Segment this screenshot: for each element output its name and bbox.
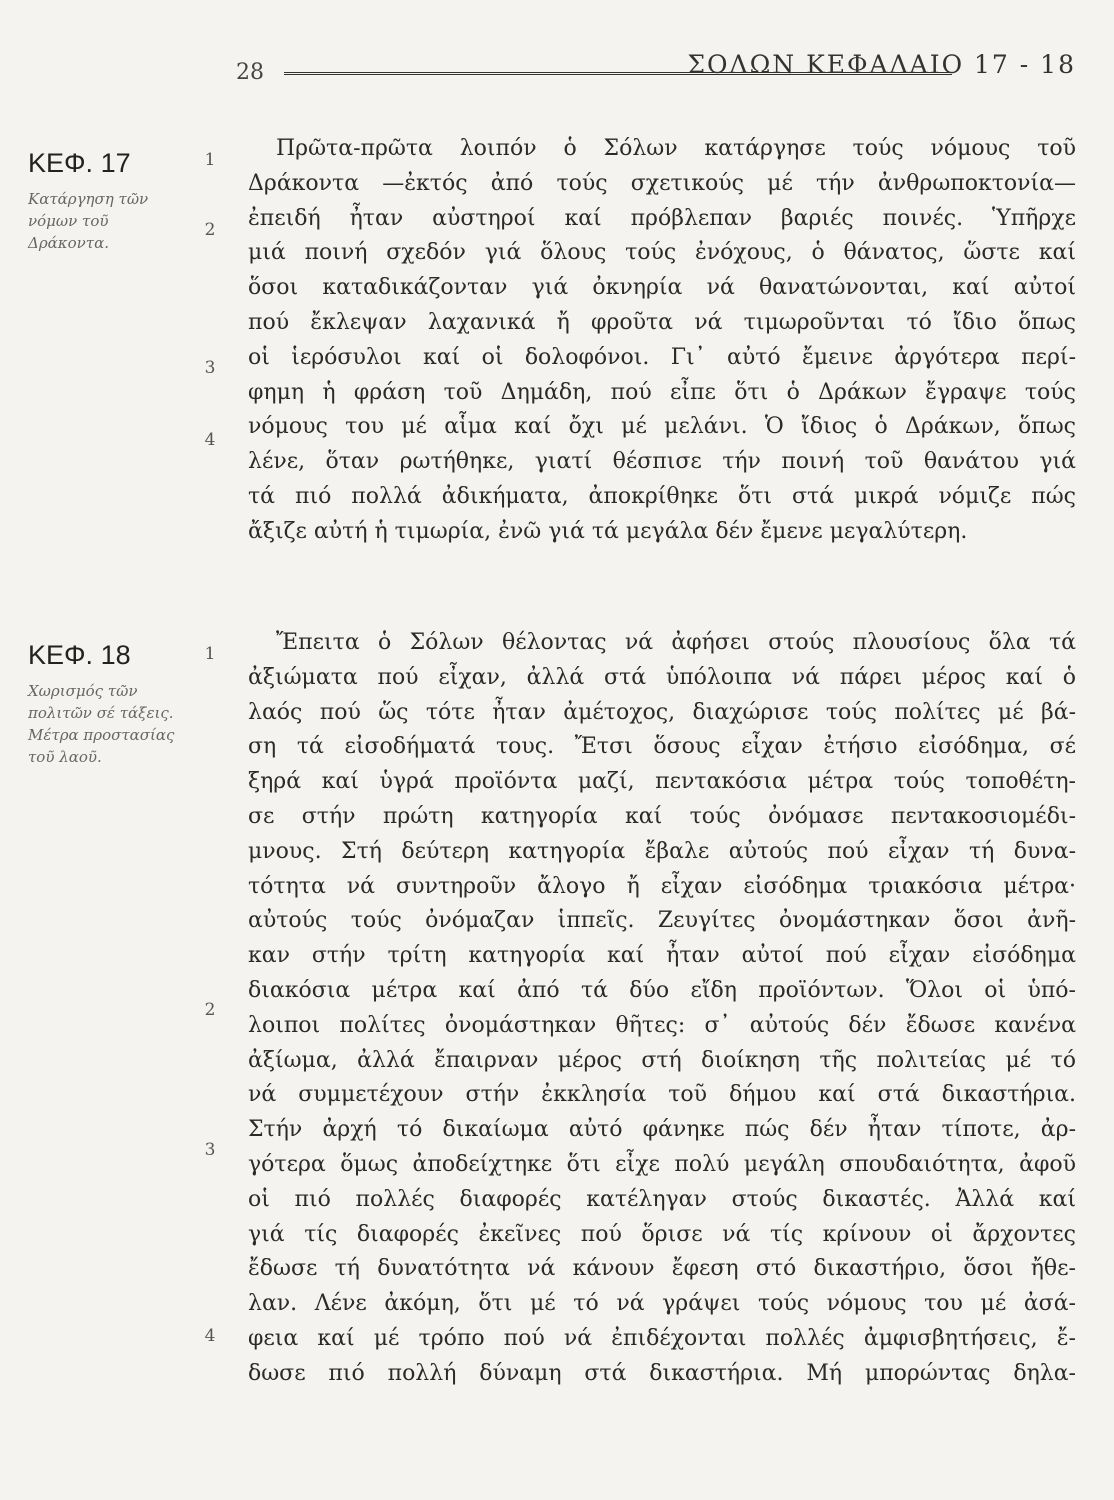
chapter-18-title: ΚΕΦ. 18	[28, 640, 131, 670]
text-line: ἐπειδή ἦταν αὐστηροί καί πρόβλεπαν βαριές ποινές. Ὑπῆρχε	[248, 205, 1076, 231]
text-line: λένε, ὅταν ρωτήθηκε, γιατί θέσπισε τήν ποινή τοῦ θανάτου γιά	[248, 449, 1076, 475]
page-header	[236, 50, 1076, 90]
text-line: Πρῶτα-πρῶτα λοιπόν ὁ Σόλων κατάργησε τούς νόμους τοῦ	[276, 136, 1076, 161]
text-line: πού ἔκλεψαν λαχανικά ἤ φροῦτα νά τιμωροῦνται τό ἴδιο ὅπως	[248, 309, 1076, 335]
chapter-17-text	[248, 132, 1076, 550]
text-line: δωσε πιό πολλή δύναμη στά δικαστήρια. Μή μπορώντας δηλα-	[248, 1360, 1076, 1386]
text-line: ἀξίωμα, ἀλλά ἔπαιρναν μέρος στή διοίκηση τῆς πολιτείας μέ τό	[248, 1047, 1076, 1073]
text-line: ἔδωσε τή δυνατότητα νά κάνουν ἔφεση στό δικαστήριο, ὅσοι ἤθε-	[248, 1256, 1076, 1282]
text-line: διακόσια μέτρα καί ἀπό τά δύο εἴδη προϊόντων. Ὅλοι οἱ ὑπό-	[248, 977, 1076, 1003]
ch17-marker-2: 2	[204, 220, 216, 240]
page-number: 28	[236, 60, 264, 85]
text-line: λοιποι πολίτες ὀνομάστηκαν θῆτες: σ᾽ αὐτούς δέν ἔδωσε κανένα	[248, 1012, 1076, 1038]
text-line: οἱ πιό πολλές διαφορές κατέληγαν στούς δικαστές. Ἀλλά καί	[248, 1186, 1076, 1212]
text-line: ση τά εἰσοδήματά τους. Ἔτσι ὅσους εἶχαν ἐτήσιο εἰσόδημα, σέ	[248, 734, 1076, 760]
text-line: νόμους του μέ αἷμα καί ὄχι μέ μελάνι. Ὁ ἴδιος ὁ Δράκων, ὅπως	[248, 414, 1076, 440]
text-line: ὅσοι καταδικάζονταν γιά ὀκνηρία νά θανατώνονται, καί αὐτοί	[248, 275, 1076, 301]
text-line: γιά τίς διαφορές ἐκεῖνες πού ὅρισε νά τίς κρίνουν οἱ ἄρχοντες	[248, 1221, 1076, 1247]
text-line: ἄξιζε αὐτή ἡ τιμωρία, ἐνῶ γιά τά μεγάλα δέν ἔμενε μεγαλύτερη.	[248, 518, 968, 544]
text-line: μιά ποινή σχεδόν γιά ὅλους τούς ἐνόχους, ὁ θάνατος, ὥστε καί	[248, 240, 1076, 266]
text-line: ξηρά καί ὑγρά προϊόντα μαζί, πεντακόσια μέτρα τούς τοποθέτη-	[248, 769, 1076, 795]
text-line: φημη ἡ φράση τοῦ Δημάδη, πού εἶπε ὅτι ὁ Δράκων ἔγραψε τούς	[248, 379, 1076, 405]
ch18-marker-2: 2	[204, 1000, 216, 1020]
chapter-18-text	[248, 626, 1076, 1392]
ch18-marker-4: 4	[204, 1326, 216, 1346]
ch17-marker-1: 1	[204, 150, 216, 170]
text-line: ἀξιώματα πού εἶχαν, ἀλλά στά ὑπόλοιπα νά πάρει μέρος καί ὁ	[248, 664, 1076, 690]
running-title: ΣΟΛΩΝ ΚΕΦΑΛΑΙΟ 17 - 18	[687, 50, 1076, 79]
text-line: λαν. Λένε ἀκόμη, ὅτι μέ τό νά γράψει τούς νόμους του μέ ἀσά-	[248, 1291, 1076, 1317]
text-line: Στήν ἀρχή τό δικαίωμα αὐτό φάνηκε πώς δέν ἦταν τίποτε, ἀρ-	[248, 1117, 1076, 1143]
ch18-marker-1: 1	[204, 644, 216, 664]
text-line: νά συμμετέχουν στήν ἐκκλησία τοῦ δήμου καί στά δικαστήρια.	[248, 1082, 1076, 1108]
ch18-marker-3: 3	[204, 1140, 216, 1160]
text-line: οἱ ἱερόσυλοι καί οἱ δολοφόνοι. Γι᾽ αὐτό ἔμεινε ἀργότερα περί-	[248, 344, 1076, 370]
chapter-18-note: Χωρισμός τῶν πολιτῶν σέ τάξεις. Μέτρα προστασίας τοῦ λαοῦ.	[28, 682, 175, 766]
text-line: τά πιό πολλά ἀδικήματα, ἀποκρίθηκε ὅτι στά μικρά νόμιζε πώς	[248, 483, 1076, 509]
text-line: λαός πού ὥς τότε ἦταν ἀμέτοχος, διαχώρισε τούς πολίτες μέ βά-	[248, 699, 1076, 725]
ch17-marker-4: 4	[204, 430, 216, 450]
text-line: γότερα ὅμως ἀποδείχτηκε ὅτι εἶχε πολύ μεγάλη σπουδαιότητα, ἀφοῦ	[248, 1151, 1076, 1177]
text-line: αὐτούς τούς ὀνόμαζαν ἱππεῖς. Ζευγίτες ὀνομάστηκαν ὅσοι ἀνῆ-	[248, 908, 1076, 934]
text-line: Δράκοντα —ἐκτός ἀπό τούς σχετικούς μέ τήν ἀνθρωποκτονία—	[248, 170, 1076, 196]
chapter-17-title: ΚΕΦ. 17	[28, 148, 131, 178]
chapter-17-note: Κατάργηση τῶν νόμων τοῦ Δράκοντα.	[28, 190, 149, 252]
text-line: καν στήν τρίτη κατηγορία καί ἦταν αὐτοί πού εἶχαν εἰσόδημα	[248, 943, 1076, 969]
text-line: τότητα νά συντηροῦν ἄλογο ἤ εἶχαν εἰσόδημα τριακόσια μέτρα·	[248, 873, 1076, 899]
text-line: σε στήν πρώτη κατηγορία καί τούς ὀνόμασε πεντακοσιομέδι-	[248, 803, 1076, 829]
text-line: φεια καί μέ τρόπο πού νά ἐπιδέχονται πολλές ἀμφισβητήσεις, ἔ-	[248, 1325, 1076, 1351]
text-line: μνους. Στή δεύτερη κατηγορία ἔβαλε αὐτούς πού εἶχαν τή δυνα-	[248, 838, 1076, 864]
text-line: Ἔπειτα ὁ Σόλων θέλοντας νά ἀφήσει στούς πλουσίους ὅλα τά	[276, 630, 1076, 655]
ch17-marker-3: 3	[204, 358, 216, 378]
